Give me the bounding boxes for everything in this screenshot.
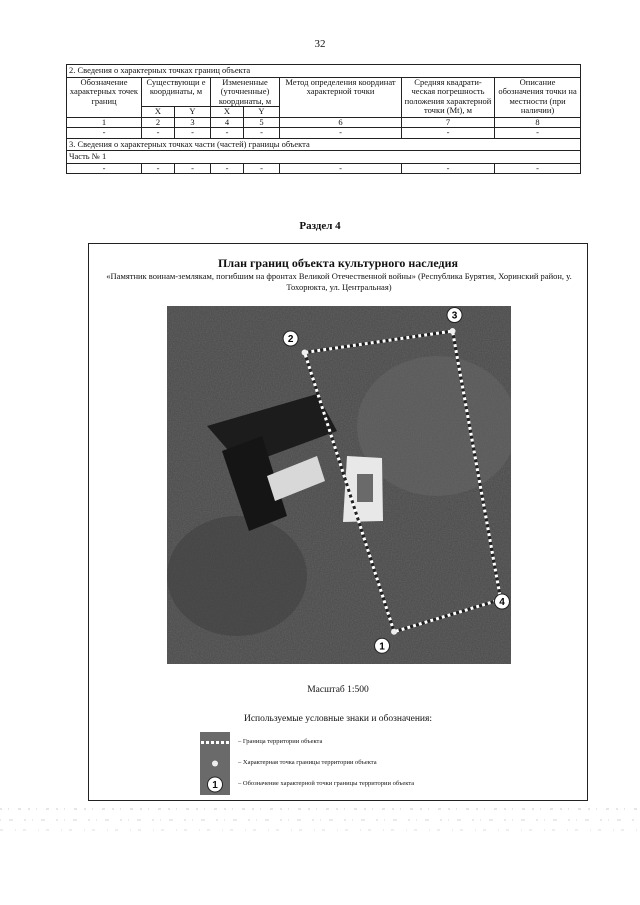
table-row: [67, 117, 581, 128]
table-cell: -: [495, 128, 581, 139]
column-number: 2: [142, 117, 175, 128]
column-number: 8: [495, 117, 581, 128]
boundary-line-icon: [200, 732, 230, 753]
legend-item-boundary: [200, 732, 580, 753]
map-scale: Масштаб 1:500: [307, 685, 369, 695]
point-label-text: 1: [379, 641, 385, 653]
header-x: X: [211, 107, 244, 118]
header-y: Y: [244, 107, 280, 118]
table-cell: -: [211, 163, 244, 174]
scan-artifacts: [0, 806, 640, 836]
table-cell: -: [244, 163, 280, 174]
table-cell: -: [495, 163, 581, 174]
point-label-text: 4: [499, 597, 505, 609]
legend-item-point: [200, 753, 580, 774]
boundary-point-1: [391, 629, 397, 635]
header-description: Описание обозначения точки на местности (при наличии): [495, 77, 581, 117]
satellite-map: [167, 306, 511, 664]
boundary-plan: [88, 243, 588, 801]
table-cell: -: [142, 163, 175, 174]
section-title: Раздел 4: [299, 220, 341, 232]
column-number: 1: [67, 117, 142, 128]
point-label-text: 3: [451, 310, 458, 322]
boundary-point-2: [302, 350, 308, 356]
table-cell: -: [67, 128, 142, 139]
table-cell: -: [280, 128, 402, 139]
legend-heading: Используемые условные знаки и обозначения:: [243, 714, 432, 724]
column-number: 5: [244, 117, 280, 128]
table-cell: -: [67, 163, 142, 174]
table-part-label: Часть № 1: [67, 151, 581, 164]
table-cell: -: [280, 163, 402, 174]
page-number: 32: [314, 38, 326, 50]
table-section2-title: 2. Сведения о характерных точках границ объекта: [67, 65, 581, 78]
legend-label: – Обозначение характерной точки границы территории объекта: [238, 780, 415, 787]
table-cell: -: [244, 128, 280, 139]
column-number: 6: [280, 117, 402, 128]
table-cell: -: [402, 128, 495, 139]
header-y: Y: [175, 107, 211, 118]
header-method: Метод определения координат характерной точки: [280, 77, 402, 117]
point-label-icon: [200, 774, 230, 795]
plan-subtitle: «Памятник воинам-землякам, погибшим на фронтах Великой Отечественной войны» (Республика Бурятия, Хоринский район, у. Тохорюкта, ул. Центральная): [106, 271, 572, 293]
header-designation: Обозначение характерных точек границ: [67, 77, 142, 117]
table-cell: -: [142, 128, 175, 139]
table-cell: -: [175, 163, 211, 174]
boundary-points-table: [66, 64, 581, 174]
plan-title: План границ объекта культурного наследия: [218, 256, 458, 270]
table-row: [67, 163, 581, 174]
header-x: X: [142, 107, 175, 118]
boundary-point-3: [450, 328, 456, 334]
table-cell: -: [211, 128, 244, 139]
legend-item-point-label: [200, 774, 580, 795]
header-changed: Измененные (уточненные) координаты, м: [211, 77, 280, 107]
point-label-text: 2: [287, 334, 294, 346]
legend-label: – Граница территории объекта: [238, 738, 323, 745]
column-number: 7: [402, 117, 495, 128]
header-existing: Существующи е координаты, м: [142, 77, 211, 107]
table-cell: -: [402, 163, 495, 174]
column-number: 4: [211, 117, 244, 128]
legend-marker-text: 1: [212, 780, 218, 791]
header-error: Средняя квадрати-ческая погрешность положения характерной точки (Mt), м: [402, 77, 495, 117]
table-row: [67, 128, 581, 139]
table-section3-title: 3. Сведения о характерных точках части (частей) границы объекта: [67, 138, 581, 151]
table-cell: -: [175, 128, 211, 139]
column-number: 3: [175, 117, 211, 128]
legend-label: – Характерная точка границы территории объекта: [238, 759, 377, 766]
boundary-point-icon: [200, 753, 230, 774]
